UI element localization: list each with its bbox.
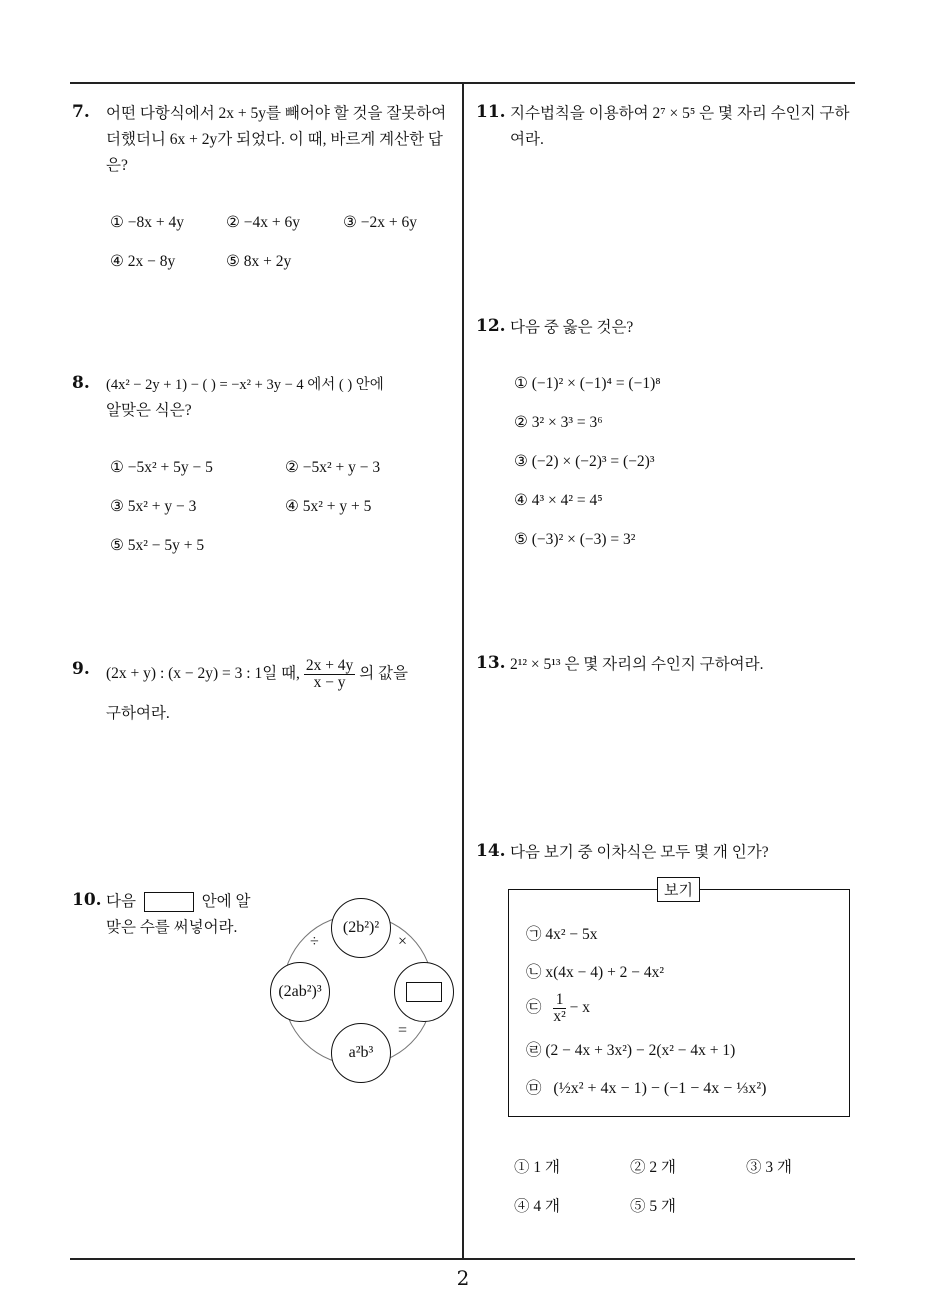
q11-text (510, 101, 860, 153)
q9-lead: (2x + y) : (x − 2y) = 3 : 1일 때, (106, 665, 300, 683)
bogi-item-e (526, 1076, 766, 1098)
bogi-item-c-den: x² (553, 1008, 566, 1025)
q10-line1 (106, 889, 251, 915)
q10-number: 10. (72, 890, 102, 910)
q14-choice-4[interactable]: ④ 4 개 (514, 1198, 560, 1215)
q14-choice-3[interactable]: ③ 3 개 (746, 1159, 792, 1176)
op-equals: = (398, 1022, 408, 1039)
bogi-item-d: ㉣ (2 − 4x + 3x²) − 2(x² − 4x + 1) (526, 1042, 736, 1059)
q8-text (106, 372, 458, 424)
q10-pre: 다음 (106, 893, 136, 910)
q12-choice-4[interactable]: ④ 4³ × 4² = 4⁵ (514, 492, 603, 509)
q10-post: 안에 알 (201, 893, 251, 910)
q10-line2: 맞은 수를 써넣어라. (106, 919, 238, 936)
q7-text (106, 101, 456, 179)
q7-line1: 어떤 다항식에서 2x + 5y를 빼어야 할 것을 잘못하여 (106, 105, 447, 122)
q9-line2: 구하여라. (106, 705, 170, 722)
q9-frac-num: 2x + 4y (305, 657, 354, 674)
q7-number: 7. (72, 102, 90, 122)
bogi-item-c-mark: ㉢ (526, 999, 542, 1017)
q11-line1: 지수법칙을 이용하여 2⁷ × 5⁵ 은 몇 자리 수인지 구하 (510, 105, 850, 122)
q14-choice-5[interactable]: ⑤ 5 개 (630, 1198, 676, 1215)
bogi-item-b: ㉡ x(4x − 4) + 2 − 4x² (526, 964, 665, 981)
q12-choice-2[interactable]: ② 3² × 3³ = 3⁶ (514, 414, 603, 431)
q13-text: 2¹² × 5¹³ 은 몇 자리의 수인지 구하여라. (510, 656, 764, 673)
q10-answer-box[interactable] (144, 892, 194, 912)
q14-number: 14. (476, 841, 506, 861)
bogi-item-c-num: 1 (553, 992, 565, 1009)
circle-top: (2b²)² (331, 898, 391, 958)
bogi-item-c-tail: − x (569, 999, 591, 1017)
q13-number: 13. (476, 653, 506, 673)
q8-choice-5[interactable]: ⑤ 5x² − 5y + 5 (110, 537, 205, 554)
op-multiply: × (398, 933, 408, 950)
q7-choice-1[interactable]: ① −8x + 4y (110, 214, 185, 231)
q9-text (106, 658, 458, 691)
q8-choice-4[interactable]: ④ 5x² + y + 5 (285, 498, 372, 515)
q8-choice-3[interactable]: ③ 5x² + y − 3 (110, 498, 197, 515)
q7-choice-2[interactable]: ② −4x + 6y (226, 214, 301, 231)
circle-left: (2ab²)³ (270, 962, 330, 1022)
q14-choice-1[interactable]: ① 1 개 (514, 1159, 560, 1176)
q9-fraction (304, 658, 356, 691)
q7-line3: 은? (106, 157, 128, 174)
q12-choice-1[interactable]: ① (−1)² × (−1)⁴ = (−1)⁸ (514, 375, 661, 392)
circle-right (394, 962, 454, 1022)
q11-number: 11. (476, 102, 506, 122)
bogi-title: 보기 (657, 877, 700, 902)
q7-choice-3[interactable]: ③ −2x + 6y (343, 214, 418, 231)
q9-tail: 의 값을 (359, 665, 408, 683)
q7-line2: 더했더니 6x + 2y가 되었다. 이 때, 바르게 계산한 답 (106, 131, 443, 148)
q8-number: 8. (72, 373, 90, 393)
q7-choice-4[interactable]: ④ 2x − 8y (110, 253, 176, 270)
circle-right-answer-box[interactable] (406, 982, 442, 1002)
q8-line2: 알맞은 식은? (106, 402, 192, 419)
q12-text: 다음 중 옳은 것은? (510, 319, 634, 336)
page-number: 2 (456, 1266, 470, 1290)
bogi-item-e-expr: (½x² + 4x − 1) − (−1 − 4x − ⅓x²) (553, 1080, 767, 1097)
q12-number: 12. (476, 316, 506, 336)
q9-frac-den: x − y (313, 674, 346, 691)
op-divide: ÷ (310, 933, 319, 950)
bogi-item-c-fraction (553, 992, 565, 1025)
q12-choice-5[interactable]: ⑤ (−3)² × (−3) = 3² (514, 531, 636, 548)
q9-number: 9. (72, 659, 90, 679)
q7-choice-5[interactable]: ⑤ 8x + 2y (226, 253, 292, 270)
bogi-item-a: ㉠ 4x² − 5x (526, 926, 598, 943)
q14-choice-2[interactable]: ② 2 개 (630, 1159, 676, 1176)
circle-bottom: a²b³ (331, 1023, 391, 1083)
q8-choice-1[interactable]: ① −5x² + 5y − 5 (110, 459, 213, 476)
q14-text: 다음 보기 중 이차식은 모두 몇 개 인가? (510, 844, 769, 861)
q8-choice-2[interactable]: ② −5x² + y − 3 (285, 459, 381, 476)
bogi-item-c (526, 992, 590, 1025)
q12-choice-3[interactable]: ③ (−2) × (−2)³ = (−2)³ (514, 453, 655, 470)
q11-line2: 여라. (510, 131, 544, 148)
bottom-rule (70, 1258, 855, 1260)
bogi-item-e-mark: ㉤ (526, 1080, 542, 1097)
q8-line1: (4x² − 2y + 1) − ( ) = −x² + 3y − 4 에서 ( ) 안에 (106, 377, 384, 393)
